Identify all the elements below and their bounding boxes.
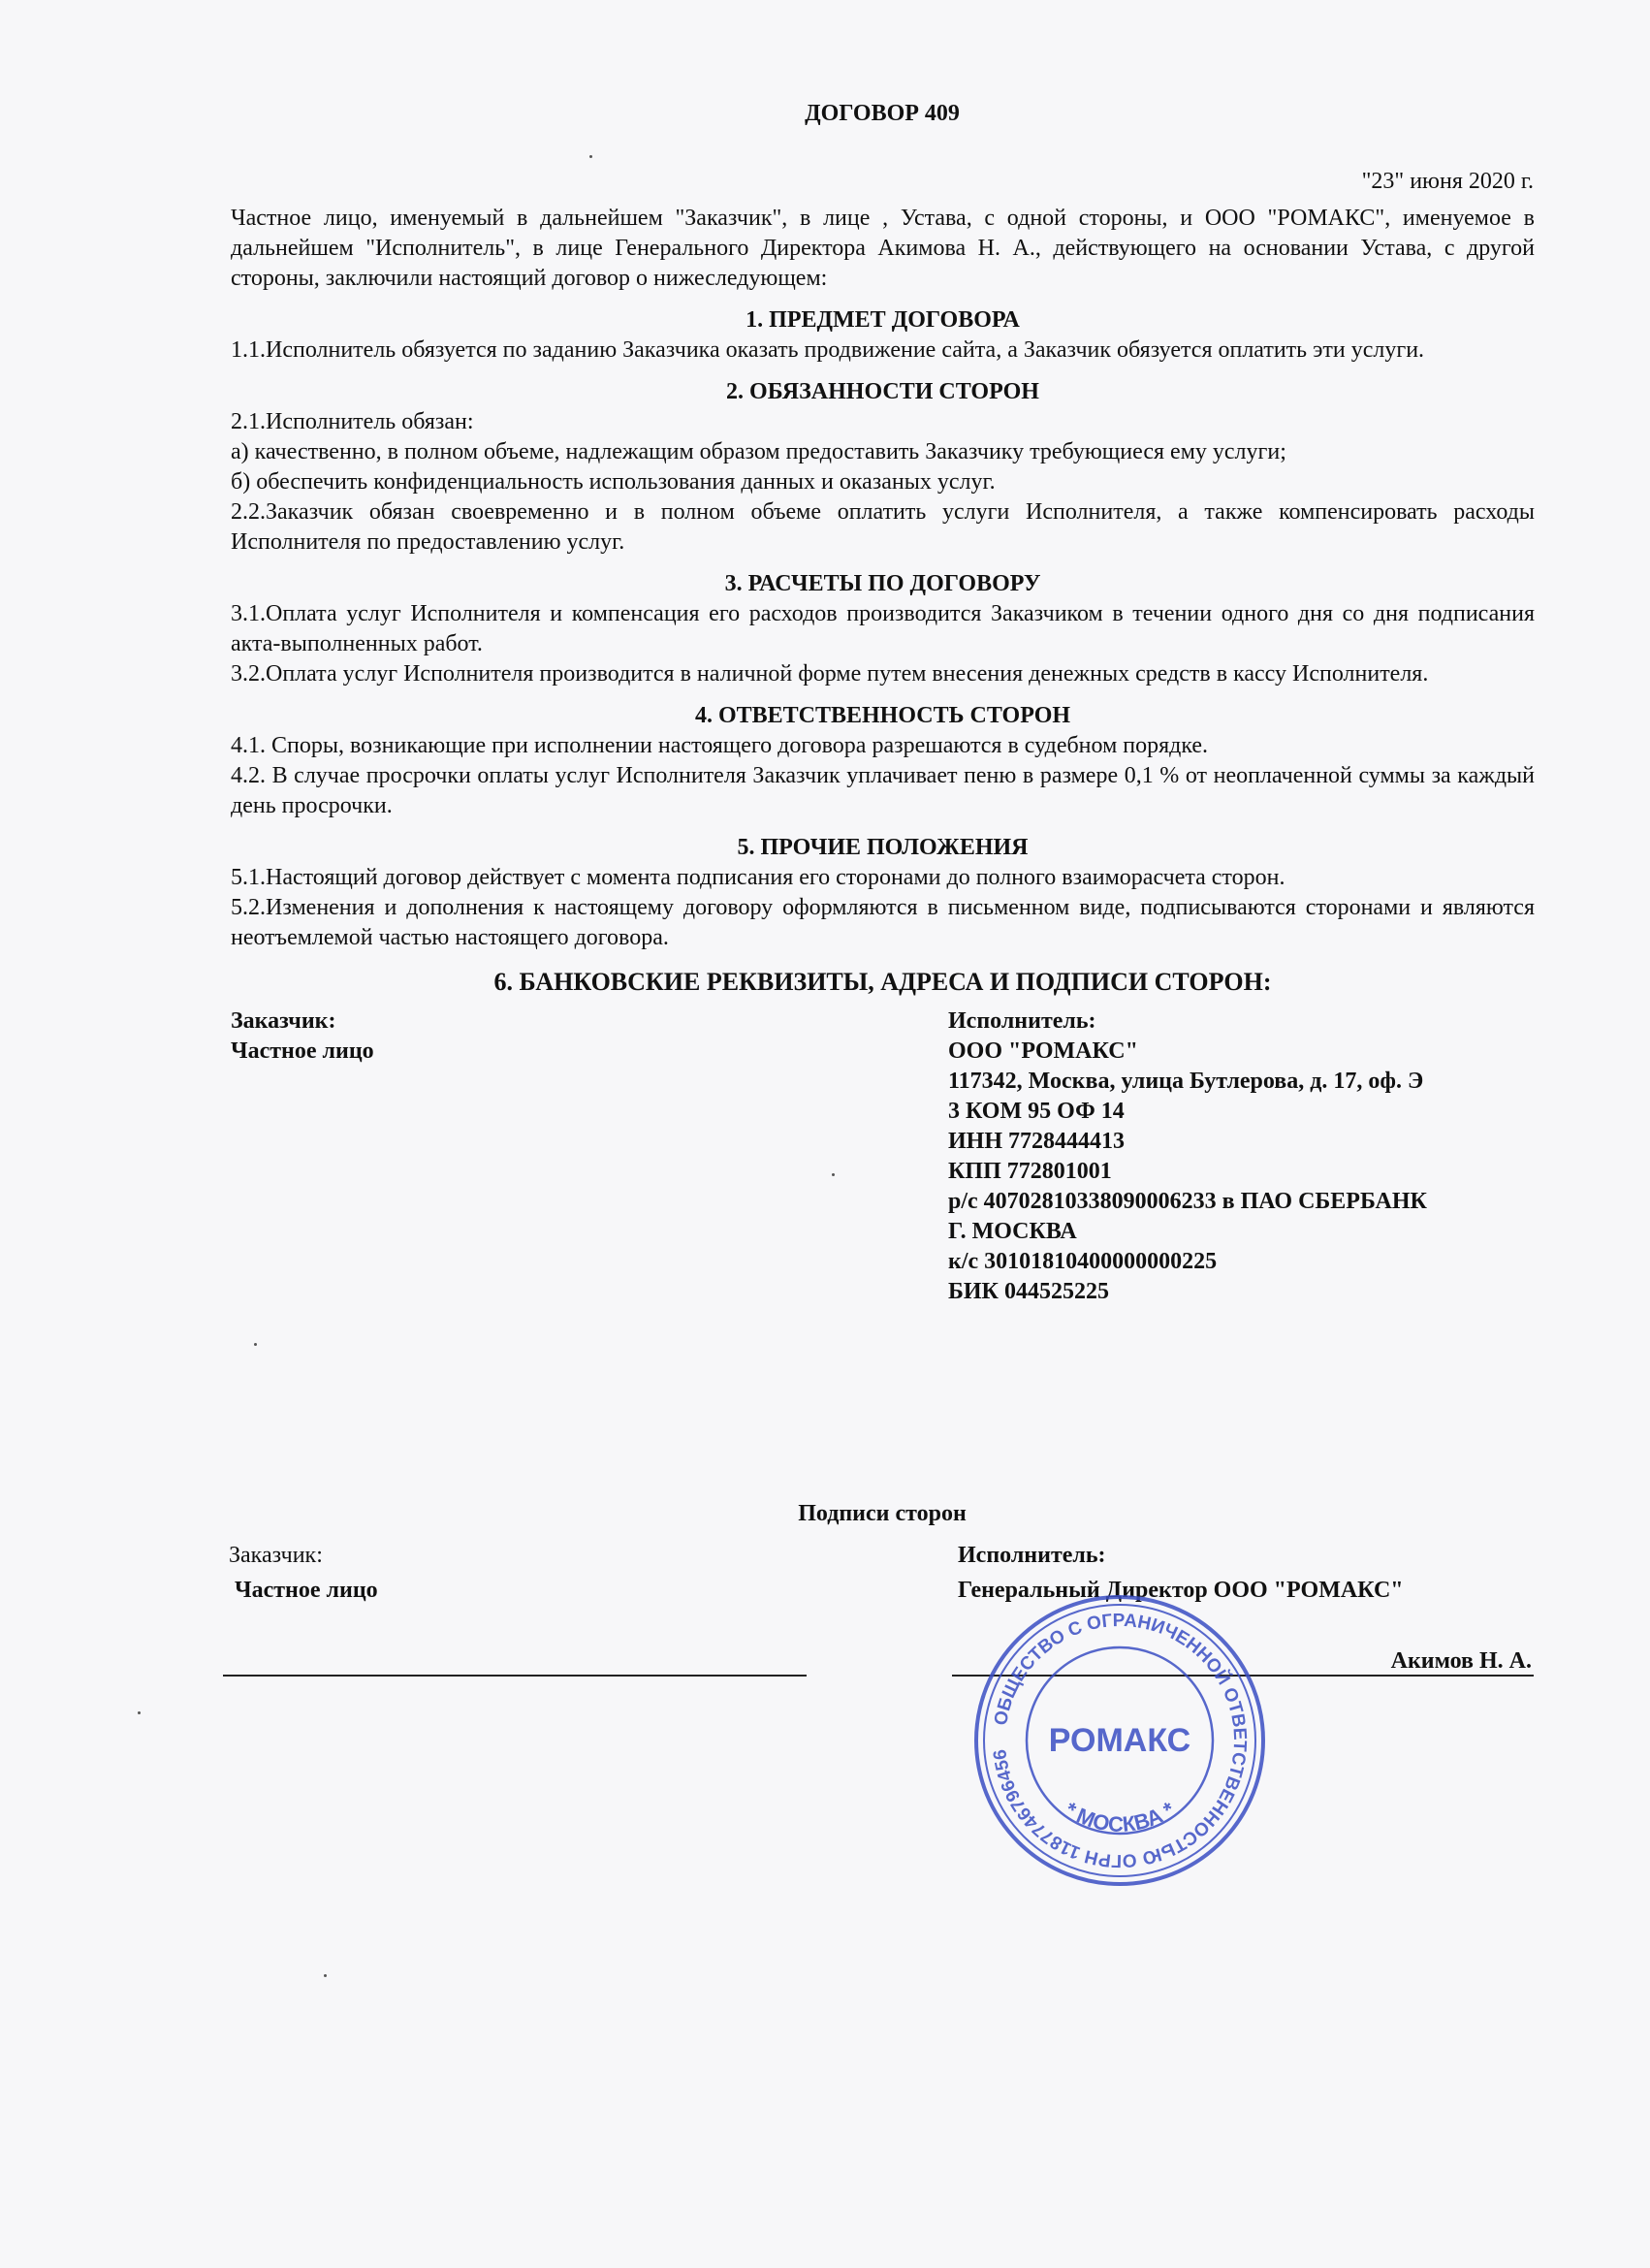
section-2-paragraph: а) качественно, в полном объеме, надлежащим образом предоставить Заказчику требующиеся ему услуги; — [231, 439, 1286, 464]
section-5-paragraph: 5.1.Настоящий договор действует с момента подписания его сторонами до полного взаиморасчета сторон. — [231, 865, 1285, 890]
customer-signature-block — [229, 1538, 378, 1608]
executor-signature-name: Акимов Н. А. — [1390, 1648, 1532, 1674]
customer-signature-label: Заказчик: — [229, 1543, 323, 1568]
svg-text:* МОСКВА * — [1061, 1797, 1180, 1837]
section-heading-2: 2. ОБЯЗАННОСТИ СТОРОН — [726, 379, 1039, 404]
contract-body — [231, 204, 1535, 1307]
customer-name: Частное лицо — [231, 1038, 374, 1064]
section-3-paragraph: 3.2.Оплата услуг Исполнителя производится в наличной форме путем внесения денежных средств в кассу Исполнителя. — [231, 661, 1429, 687]
executor-line: БИК 044525225 — [948, 1279, 1109, 1304]
stamp-center-text: РОМАКС — [1048, 1722, 1191, 1759]
section-4-paragraph: 4.1. Споры, возникающие при исполнении настоящего договора разрешаются в судебном порядке. — [231, 733, 1209, 758]
signatures-heading: Подписи сторон — [798, 1501, 967, 1526]
section-2-paragraph: 2.2.Заказчик обязан своевременно и в полном объеме оплатить услуги Исполнителя, а также компенсировать расходы Исполнителя по предоставлению услуг. — [231, 499, 1535, 555]
section-heading-3: 3. РАСЧЕТЫ ПО ДОГОВОРУ — [724, 571, 1041, 596]
executor-line: КПП 772801001 — [948, 1159, 1112, 1184]
executor-line: Г. МОСКВА — [948, 1219, 1077, 1244]
executor-line: р/с 40702810338090006233 в ПАО СБЕРБАНК — [948, 1189, 1427, 1214]
customer-signature-line — [223, 1675, 807, 1677]
section-4-paragraph: 4.2. В случае просрочки оплаты услуг Исполнителя Заказчик уплачивает пеню в размере 0,1 % от неоплаченной суммы за каждый день просрочки. — [231, 763, 1535, 818]
section-3-paragraph: 3.1.Оплата услуг Исполнителя и компенсация его расходов производится Заказчиком в течении одного дня со дня подписания акта-выполненных работ. — [231, 601, 1535, 656]
section-heading-5: 5. ПРОЧИЕ ПОЛОЖЕНИЯ — [737, 835, 1029, 860]
intro-paragraph: Частное лицо, именуемый в дальнейшем "Заказчик", в лице , Устава, с одной стороны, и ООО "РОМАКС", именуемое в дальнейшем "Исполнитель", в лице Генерального Директора Акимова Н. А., действующего на основании Устава, с другой стороны, заключили настоящий договор о нижеследующем: — [231, 206, 1535, 291]
executor-signature-title: Генеральный Директор ООО "РОМАКС" — [958, 1578, 1404, 1603]
customer-signature-name: Частное лицо — [235, 1578, 378, 1603]
scan-speck — [589, 155, 592, 158]
executor-line: 117342, Москва, улица Бутлерова, д. 17, оф. Э — [948, 1069, 1424, 1094]
company-stamp — [969, 1590, 1270, 1891]
executor-label: Исполнитель: — [948, 1008, 1096, 1034]
document-title: ДОГОВОР 409 — [805, 101, 960, 126]
customer-label: Заказчик: — [231, 1008, 336, 1034]
executor-line: к/с 30101810400000000225 — [948, 1249, 1218, 1274]
executor-requisites — [948, 1006, 1535, 1307]
section-2-paragraph: б) обеспечить конфиденциальность использования данных и оказаных услуг. — [231, 469, 996, 495]
customer-requisites — [231, 1006, 948, 1307]
section-heading-1: 1. ПРЕДМЕТ ДОГОВОРА — [746, 307, 1020, 333]
requisites-heading: 6. БАНКОВСКИЕ РЕКВИЗИТЫ, АДРЕСА И ПОДПИСИ СТОРОН: — [493, 968, 1272, 996]
executor-signature-label: Исполнитель: — [958, 1543, 1106, 1568]
section-5-paragraph: 5.2.Изменения и дополнения к настоящему договору оформляются в письменном виде, подписываются сторонами и являются неотъемлемой частью настоящего договора. — [231, 895, 1535, 950]
document-date: "23" июня 2020 г. — [1361, 169, 1534, 194]
requisites-columns — [231, 1006, 1535, 1307]
executor-line: ИНН 7728444413 — [948, 1129, 1126, 1154]
section-heading-4: 4. ОТВЕТСТВЕННОСТЬ СТОРОН — [694, 703, 1071, 728]
scan-speck — [254, 1343, 257, 1346]
scan-speck — [324, 1974, 327, 1977]
section-2-paragraph: 2.1.Исполнитель обязан: — [231, 409, 474, 434]
scan-speck — [138, 1711, 141, 1714]
executor-line: 3 КОМ 95 ОФ 14 — [948, 1099, 1125, 1124]
stamp-ring-text: ОБЩЕСТВО С ОГРАНИЧЕННОЙ ОТВЕТСТВЕННОСТЬЮ ОГРН 1187746796456 — [990, 1610, 1251, 1871]
stamp-bottom-text: * МОСКВА * — [1060, 1797, 1180, 1837]
scan-speck — [832, 1173, 835, 1176]
section-1-paragraph: 1.1.Исполнитель обязуется по заданию Заказчика оказать продвижение сайта, а Заказчик обязуется оплатить эти услуги. — [231, 337, 1425, 363]
executor-line: ООО "РОМАКС" — [948, 1038, 1138, 1064]
